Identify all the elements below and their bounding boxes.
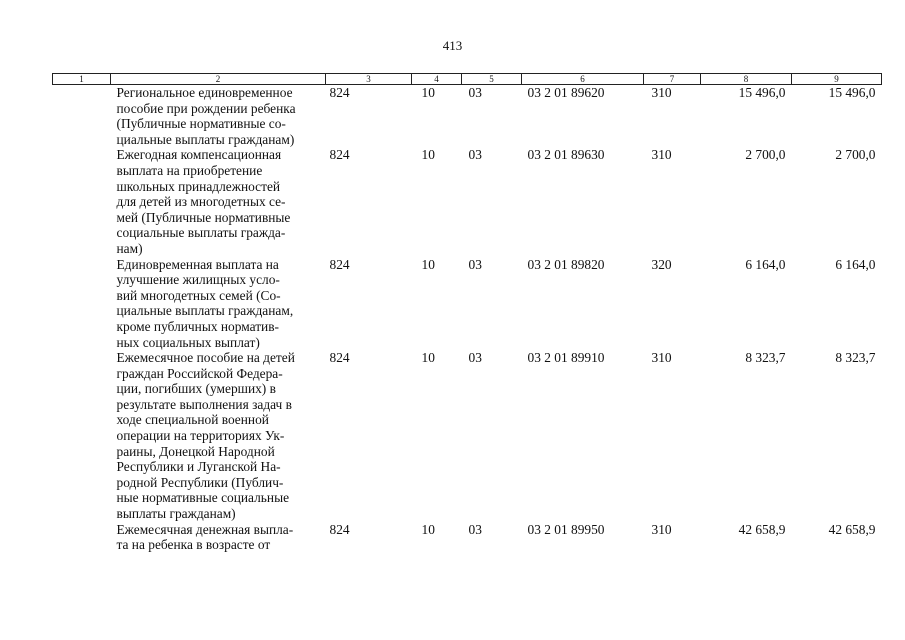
description-line: пособие при рождении ребенка (116, 100, 296, 116)
description-line: граждан Российской Федера- (116, 365, 283, 381)
section-code: 10 (421, 350, 435, 366)
table-row (53, 350, 882, 522)
expense-description (111, 350, 326, 522)
column-number: 2 (111, 74, 326, 85)
amount-year-2: 6 164,0 (835, 256, 876, 272)
table-row (53, 85, 882, 148)
table-row (53, 257, 882, 351)
column-number: 4 (412, 74, 462, 85)
description-line: выплаты гражданам) (116, 506, 236, 522)
column-number: 1 (53, 74, 111, 85)
column-number: 5 (462, 74, 522, 85)
expense-description (111, 522, 326, 553)
grbs-code: 824 (329, 521, 350, 537)
description-line: Региональное единовременное (116, 85, 293, 100)
target-article-code: 03 2 01 89620 (527, 85, 605, 100)
section-code: 10 (421, 521, 435, 537)
subsection-code: 03 (468, 256, 482, 272)
column-number: 7 (644, 74, 701, 85)
amount-year-1: 2 700,0 (745, 147, 786, 163)
amount-year-2: 2 700,0 (835, 147, 876, 163)
description-line: мей (Публичные нормативные (116, 209, 291, 225)
description-line: результате выполнения задач в (116, 396, 292, 412)
expense-type-code: 310 (651, 147, 672, 163)
amount-year-1: 8 323,7 (745, 350, 786, 366)
expense-description (111, 85, 326, 148)
expense-type-code: 310 (651, 350, 672, 366)
description-line: ходе специальной военной (116, 412, 269, 428)
amount-year-1: 6 164,0 (745, 256, 786, 272)
amount-year-2: 8 323,7 (835, 350, 876, 366)
grbs-code: 824 (329, 350, 350, 366)
amount-year-1: 15 496,0 (738, 85, 786, 100)
grbs-code: 824 (329, 147, 350, 163)
description-line: Республики и Луганской На- (116, 459, 281, 475)
expense-description (111, 257, 326, 351)
budget-table (52, 73, 882, 553)
description-line: Ежегодная компенсационная (116, 147, 282, 163)
page-number: 413 (442, 38, 463, 53)
column-number-row (53, 74, 882, 85)
row-number-cell (53, 522, 111, 553)
description-line: нам) (116, 240, 143, 256)
row-number-cell (53, 147, 111, 256)
description-line: родной Республики (Публич- (116, 474, 284, 490)
description-line: кроме публичных норматив- (116, 318, 279, 334)
description-line: (Публичные нормативные со- (116, 116, 286, 132)
target-article-code: 03 2 01 89820 (527, 256, 605, 272)
grbs-code: 824 (329, 85, 350, 100)
subsection-code: 03 (468, 350, 482, 366)
grbs-code: 824 (329, 256, 350, 272)
column-number: 3 (326, 74, 412, 85)
description-line: школьных принадлежностей (116, 178, 281, 194)
row-number-cell (53, 257, 111, 351)
description-line: выплата на приобретение (116, 162, 263, 178)
target-article-code: 03 2 01 89950 (527, 521, 605, 537)
section-code: 10 (421, 256, 435, 272)
description-line: циальные выплаты гражданам, (116, 303, 294, 319)
subsection-code: 03 (468, 147, 482, 163)
description-line: Ежемесячная денежная выпла- (116, 521, 294, 537)
description-line: вий многодетных семей (Со- (116, 287, 281, 303)
row-number-cell (53, 350, 111, 522)
amount-year-2: 15 496,0 (828, 85, 876, 100)
amount-year-1: 42 658,9 (738, 521, 786, 537)
description-line: улучшение жилищных усло- (116, 272, 280, 288)
column-number: 9 (792, 74, 882, 85)
expense-type-code: 320 (651, 256, 672, 272)
table-row (53, 147, 882, 256)
amount-year-2: 42 658,9 (828, 521, 876, 537)
description-line: ные нормативные социальные (116, 490, 290, 506)
target-article-code: 03 2 01 89910 (527, 350, 605, 366)
expense-description (111, 147, 326, 256)
section-code: 10 (421, 147, 435, 163)
column-number: 6 (522, 74, 644, 85)
section-code: 10 (421, 85, 435, 100)
description-line: ных социальных выплат) (116, 334, 260, 350)
table-row (53, 522, 882, 553)
description-line: та на ребенка в возрасте от (116, 537, 271, 553)
subsection-code: 03 (468, 521, 482, 537)
subsection-code: 03 (468, 85, 482, 100)
description-line: циальные выплаты гражданам) (116, 131, 295, 147)
description-line: социальные выплаты гражда- (116, 225, 286, 241)
description-line: ции, погибших (умерших) в (116, 381, 276, 397)
description-line: Ежемесячное пособие на детей (116, 350, 295, 366)
target-article-code: 03 2 01 89630 (527, 147, 605, 163)
expense-type-code: 310 (651, 521, 672, 537)
description-line: раины, Донецкой Народной (116, 443, 275, 459)
description-line: операции на территориях Ук- (116, 428, 285, 444)
column-number: 8 (701, 74, 792, 85)
description-line: для детей из многодетных се- (116, 194, 286, 210)
expense-type-code: 310 (651, 85, 672, 100)
description-line: Единовременная выплата на (116, 256, 279, 272)
row-number-cell (53, 85, 111, 148)
